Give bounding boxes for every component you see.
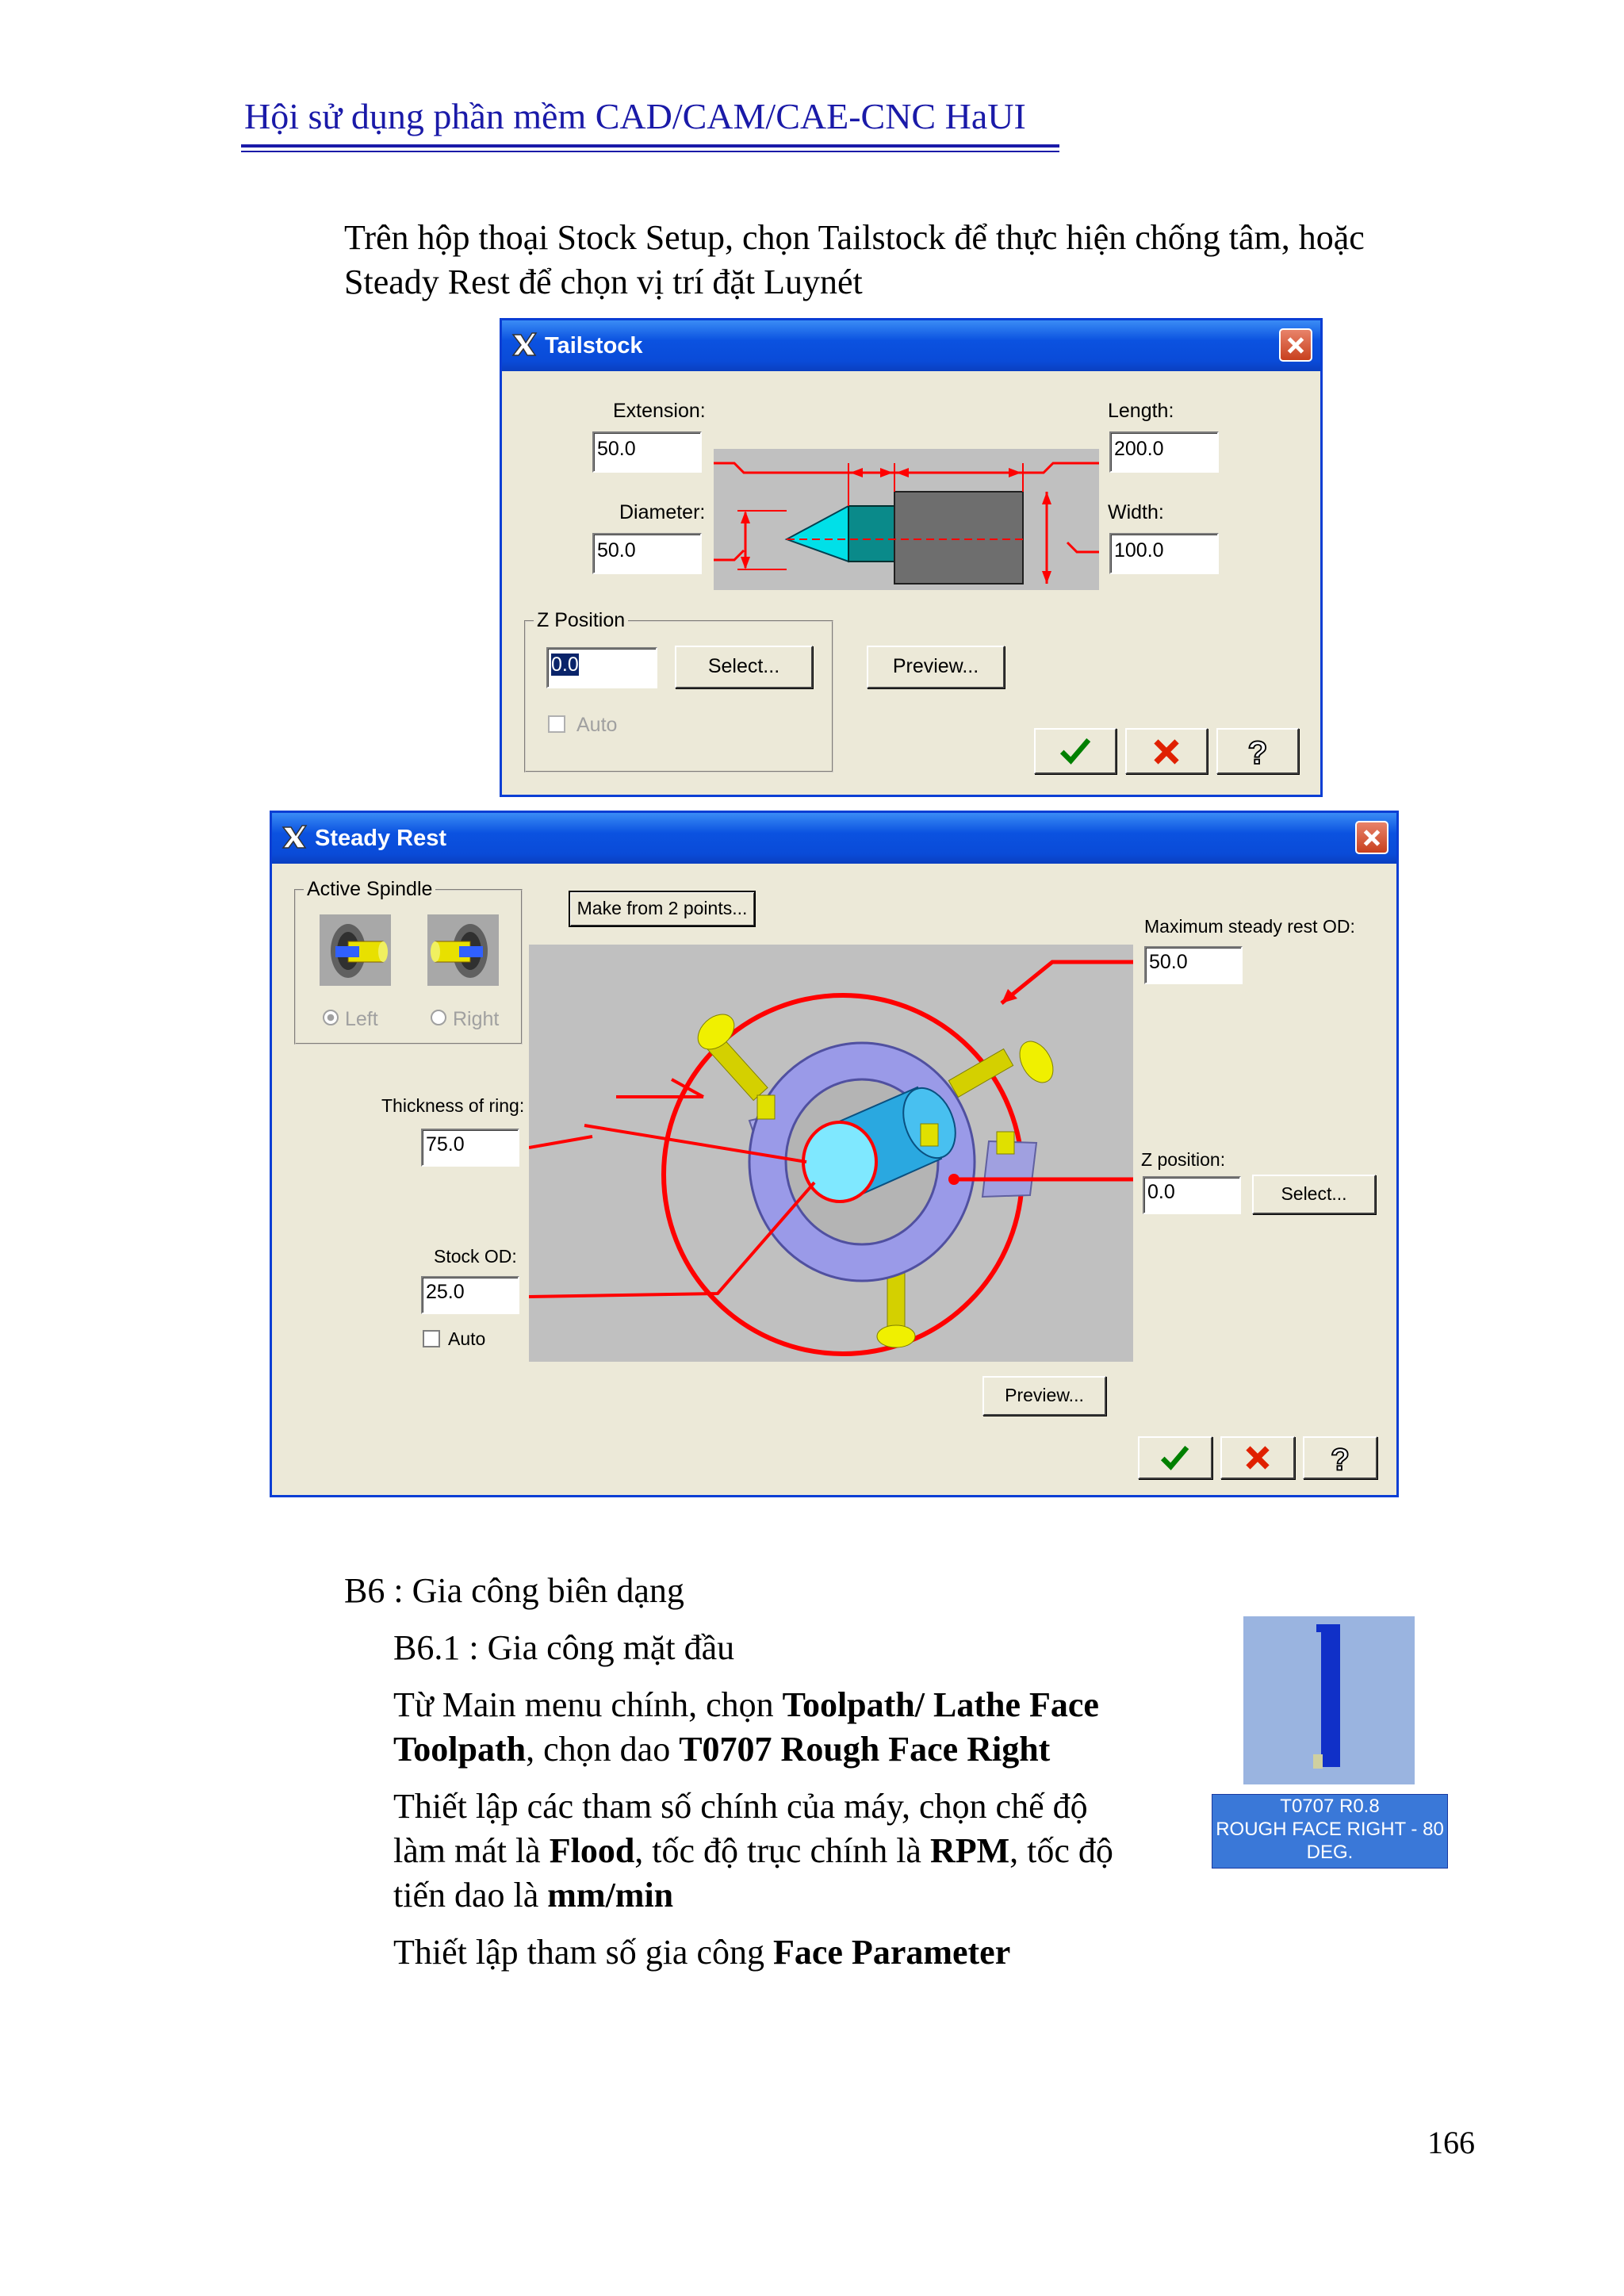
active-spindle-label: Active Spindle: [304, 878, 435, 901]
checkmark-icon: [1139, 1438, 1211, 1478]
title-bar: [502, 320, 1320, 371]
paragraph-2-line-3: [393, 1873, 673, 1918]
tool-preview-image: [1243, 1616, 1415, 1784]
menu-path: Toolpath/ Lathe Face: [782, 1685, 1099, 1724]
cross-icon: [1127, 730, 1206, 772]
spindle-mode: RPM: [929, 1831, 1010, 1870]
preview-button[interactable]: Preview...: [982, 1376, 1106, 1416]
text: , chọn dao: [526, 1730, 680, 1769]
text: , tốc độ: [1009, 1831, 1113, 1870]
svg-text:?: ?: [1247, 734, 1268, 771]
right-radio[interactable]: [431, 1010, 446, 1025]
ok-button[interactable]: [1138, 1436, 1212, 1479]
cancel-button[interactable]: [1125, 728, 1208, 774]
width-label: Width:: [1108, 501, 1164, 523]
preview-button[interactable]: Preview...: [867, 646, 1005, 688]
text: làm mát là: [393, 1831, 550, 1870]
tool-card-line-3: DEG.: [1306, 1842, 1354, 1863]
diameter-label: Diameter:: [619, 501, 706, 523]
tool-card-line-2: ROUGH FACE RIGHT - 80: [1216, 1819, 1444, 1840]
lathe-tool-icon: [1243, 1616, 1415, 1784]
text: tiến dao là: [393, 1876, 548, 1915]
stock-od-input[interactable]: 25.0: [421, 1276, 519, 1314]
text: Thiết lập tham số gia công: [393, 1933, 773, 1972]
z-position-input[interactable]: [546, 647, 657, 688]
tailstock-dialog: [500, 318, 1323, 797]
section-heading-b61: B6.1 : Gia công mặt đầu: [393, 1628, 735, 1667]
diameter-input[interactable]: 50.0: [592, 533, 702, 574]
checkmark-icon: [1036, 730, 1115, 772]
width-input[interactable]: 100.0: [1109, 533, 1219, 574]
auto-label: Auto: [576, 714, 618, 736]
coolant-mode: Flood: [549, 1831, 635, 1870]
max-od-input[interactable]: 50.0: [1144, 946, 1243, 984]
menu-path: Toolpath: [393, 1730, 527, 1769]
z-position-group: [524, 609, 833, 772]
thickness-label: Thickness of ring:: [381, 1095, 525, 1116]
length-input[interactable]: 200.0: [1109, 431, 1219, 473]
cross-icon: [1222, 1438, 1293, 1478]
z-position-input[interactable]: 0.0: [1143, 1176, 1241, 1214]
app-icon: [510, 330, 538, 358]
app-icon: [280, 822, 308, 851]
tool-card[interactable]: [1212, 1794, 1448, 1869]
stock-od-label: Stock OD:: [434, 1246, 517, 1267]
feed-unit: mm/min: [547, 1876, 674, 1915]
text: , tốc độ trục chính là: [634, 1831, 930, 1870]
parameter-name: Face Parameter: [773, 1933, 1011, 1972]
dialog-title: Tailstock: [545, 333, 643, 358]
header-rule: [241, 144, 1059, 148]
select-button[interactable]: Select...: [675, 646, 813, 688]
intro-line-2: Steady Rest để chọn vị trí đặt Luynét: [344, 263, 863, 301]
right-spindle-icon: [427, 914, 499, 986]
cancel-button[interactable]: [1220, 1436, 1295, 1479]
left-radio[interactable]: [323, 1010, 339, 1025]
tool-name: T0707 Rough Face Right: [679, 1730, 1051, 1769]
help-button[interactable]: [1216, 728, 1299, 774]
right-label: Right: [453, 1008, 500, 1030]
auto-label: Auto: [448, 1328, 486, 1349]
length-label: Length:: [1108, 400, 1174, 422]
svg-text:?: ?: [1331, 1443, 1350, 1478]
paragraph-2-line-2: [393, 1829, 1113, 1873]
close-button[interactable]: [1279, 328, 1312, 362]
ok-button[interactable]: [1034, 728, 1116, 774]
tool-card-line-1: T0707 R0.8: [1280, 1796, 1380, 1817]
paragraph-3: [393, 1930, 1010, 1975]
help-button[interactable]: [1303, 1436, 1377, 1479]
z-position-label: Z position:: [1141, 1149, 1226, 1170]
text: Từ Main menu chính, chọn: [393, 1685, 783, 1724]
dialog-title: Steady Rest: [315, 826, 447, 851]
paragraph-2-line-1: Thiết lập các tham số chính của máy, chọn chế độ: [393, 1787, 1088, 1826]
z-position-group-label: Z Position: [534, 609, 628, 632]
paragraph-1-line-1: [393, 1683, 1099, 1727]
header-rule: [241, 151, 1059, 152]
question-icon: [1304, 1438, 1376, 1478]
steady-rest-diagram: [529, 945, 1133, 1362]
make-from-2-points-button[interactable]: Make from 2 points...: [569, 891, 756, 927]
left-spindle-icon: [320, 914, 391, 986]
select-button[interactable]: Select...: [1252, 1175, 1376, 1214]
paragraph-1-line-2: [393, 1727, 1050, 1772]
z-position-value: 0.0: [551, 654, 579, 676]
max-od-label: Maximum steady rest OD:: [1144, 916, 1355, 937]
auto-checkbox[interactable]: [423, 1330, 440, 1347]
close-button[interactable]: [1355, 821, 1388, 854]
intro-line-1: Trên hộp thoại Stock Setup, chọn Tailstock để thực hiện chống tâm, hoặc: [344, 218, 1365, 257]
steady-rest-dialog: [270, 811, 1399, 1497]
thickness-input[interactable]: 75.0: [421, 1129, 519, 1167]
header-title: Hội sử dụng phần mềm CAD/CAM/CAE-CNC HaUI: [244, 96, 1026, 136]
extension-label: Extension:: [613, 400, 706, 422]
page-number: 166: [1427, 2125, 1475, 2160]
tailstock-diagram: [714, 449, 1099, 590]
title-bar: [272, 813, 1396, 864]
section-heading-b6: B6 : Gia công biên dạng: [344, 1571, 684, 1610]
auto-checkbox[interactable]: [548, 715, 565, 733]
question-icon: [1218, 730, 1297, 772]
extension-input[interactable]: 50.0: [592, 431, 702, 473]
left-label: Left: [345, 1008, 378, 1030]
